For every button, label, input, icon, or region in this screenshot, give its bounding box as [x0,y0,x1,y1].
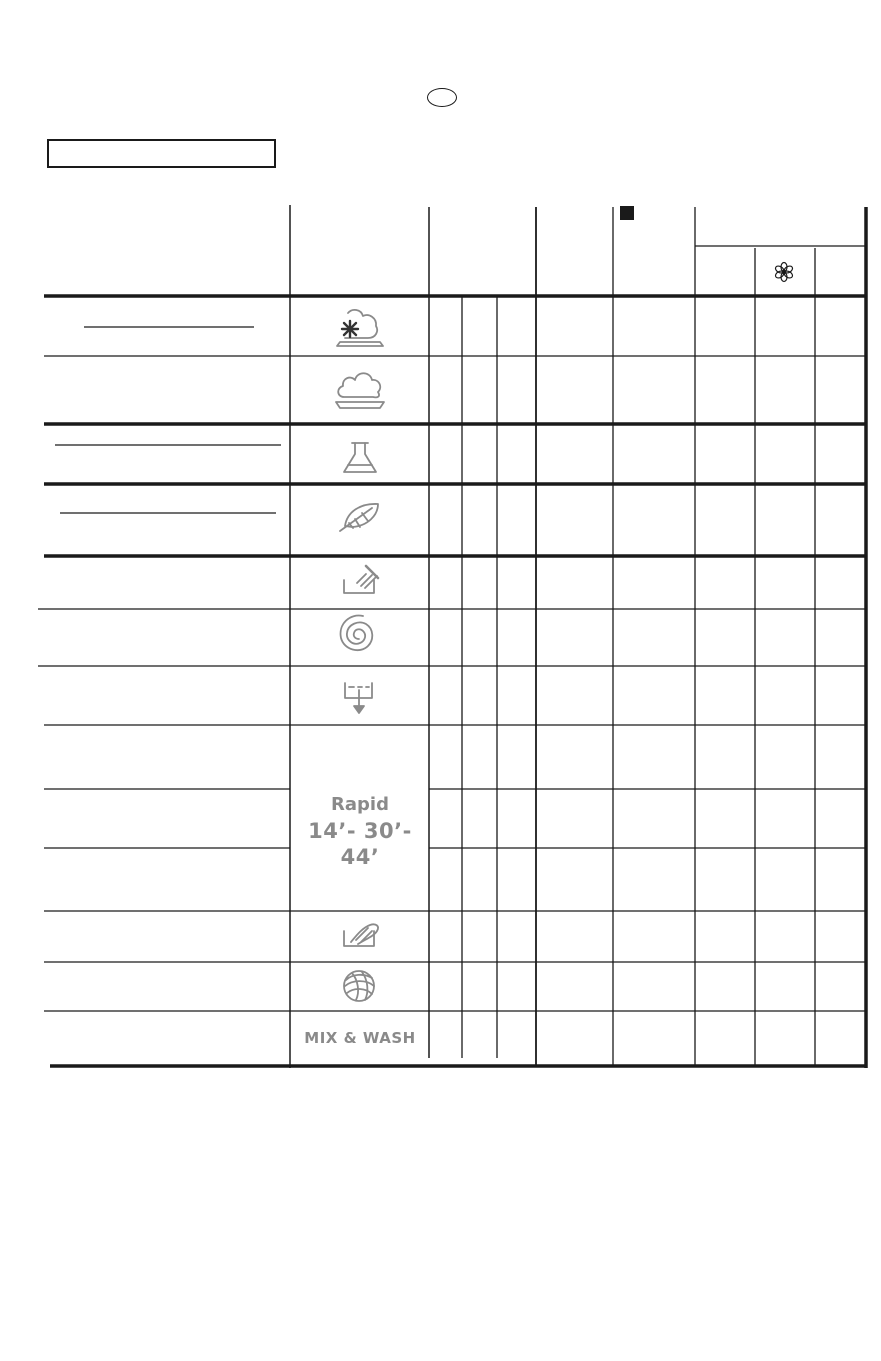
black-square-icon [620,206,634,220]
hand-wash-icon [344,924,378,946]
rapid-icon-label: Rapid [331,794,389,815]
mix-and-wash-icon-label: MIX & WASH [304,1029,416,1047]
rapid-icon-times: 14’- 30’- 44’ [308,819,412,869]
wool-icon [344,971,374,1001]
spin-spiral-icon [341,616,373,651]
cotton-sun-cloud-icon [337,310,383,346]
feather-icon [340,504,378,531]
flask-icon [344,443,376,472]
drain-icon [345,683,372,713]
flower-softener-icon [774,263,793,282]
rinse-shower-icon [344,566,378,593]
cloud-icon [336,373,384,408]
